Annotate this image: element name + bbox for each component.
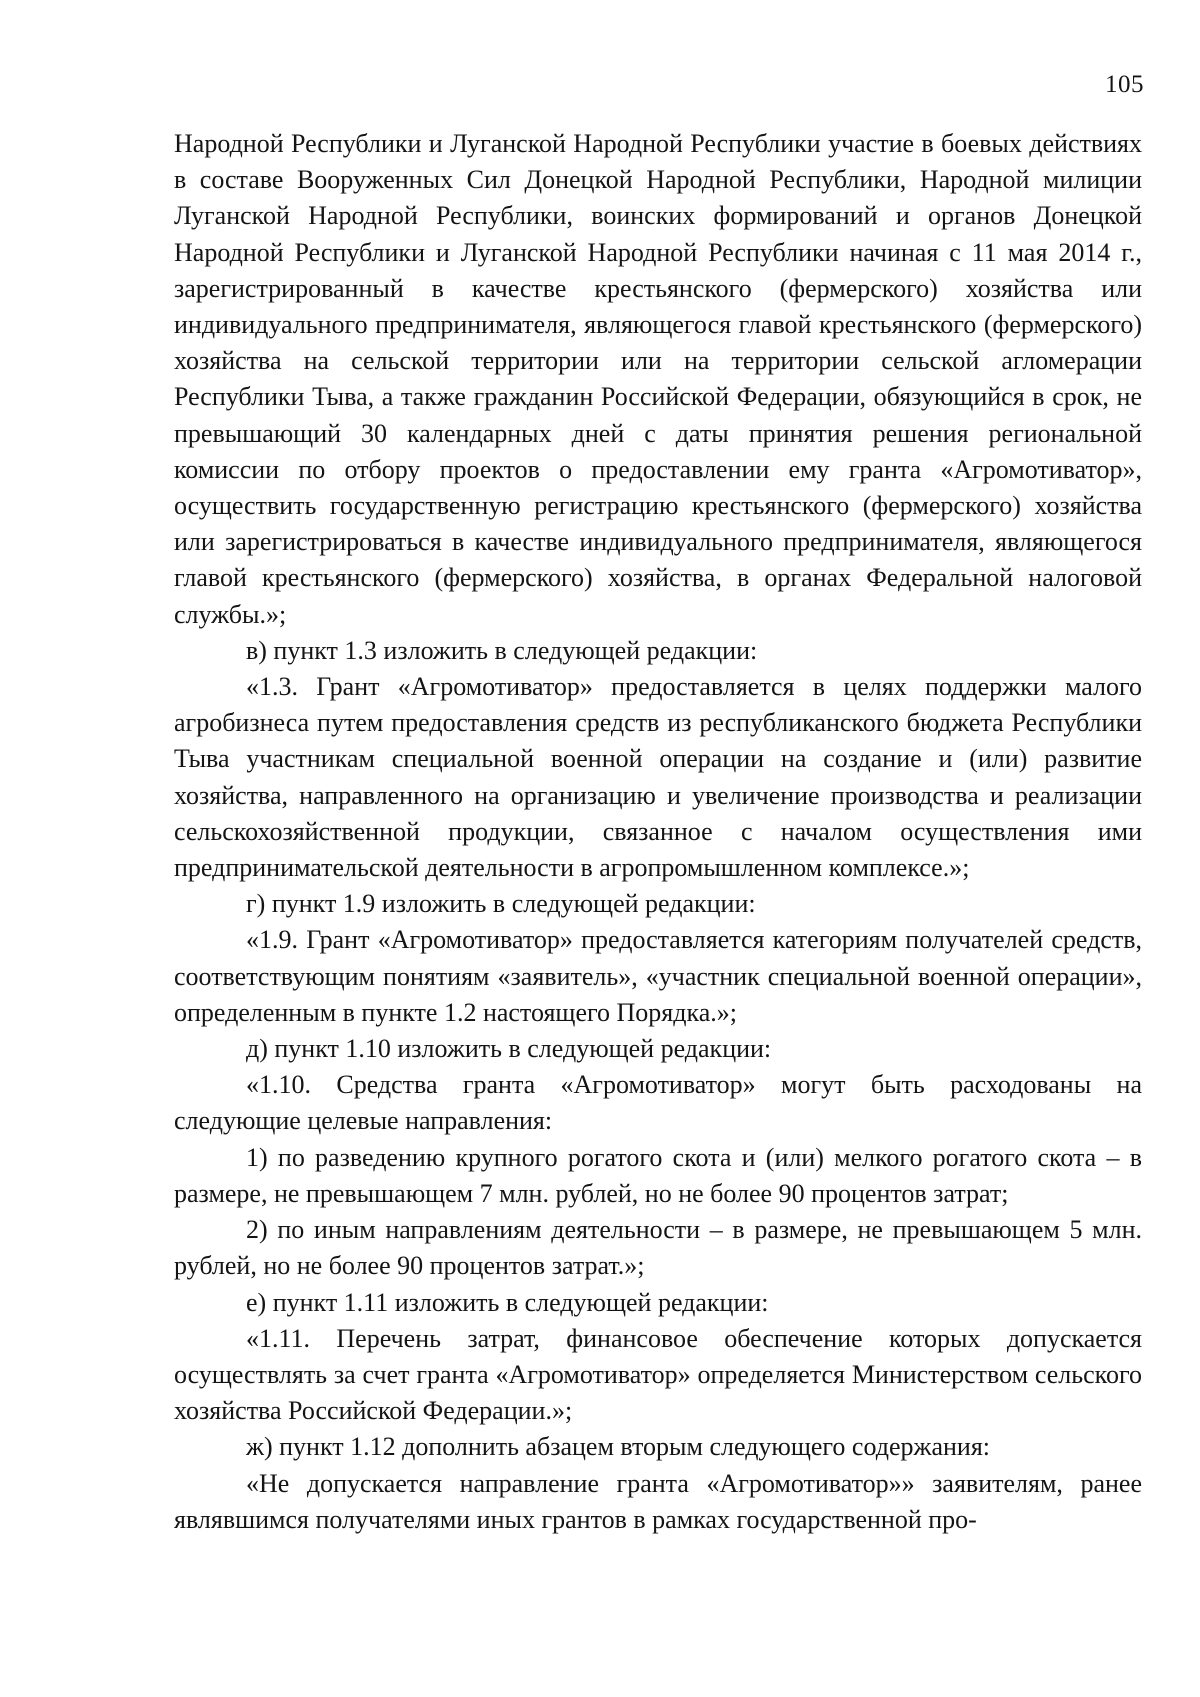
paragraph-10: е) пункт 1.11 изложить в следующей редакции: — [246, 1287, 769, 1317]
paragraph-9: 2) по иным направлениям деятельности – в размере, не превышающем 5 млн. рублей, но не более 90 процентов затрат.»; — [174, 1215, 1142, 1281]
paragraph-3: «1.3. Грант «Агромотиватор» предоставляется в целях поддержки малого агробизнеса путем предоставления средств из республиканского бюджета Республики Тыва участникам специальной военной операции на создание и (или) развитие хозяйства, направленного на организацию и увеличение производства и реализации сельскохозяйственной продукции, связанное с началом осуществления ими предпринимательской деятельности в агропромышленном комплексе.»; — [174, 672, 1142, 883]
paragraph-2: в) пункт 1.3 изложить в следующей редакции: — [246, 635, 758, 665]
paragraph-11: «1.11. Перечень затрат, финансовое обеспечение которых допускается осуществлять за счет гранта «Агромотиватор» определяется Министерством сельского хозяйства Российской Федерации.»; — [174, 1323, 1142, 1426]
paragraph-5: «1.9. Грант «Агромотиватор» предоставляется категориям получателей средств, соответствующим понятиям «заявитель», «участник специальной военной операции», определенным в пункте 1.2 настоящего Порядка.»; — [174, 925, 1142, 1027]
document-body — [174, 126, 1142, 1538]
paragraph-1: Народной Республики и Луганской Народной Республики участие в боевых действиях в составе Вооруженных Сил Донецкой Народной Республики, Народной милиции Луганской Народной Республики, воинских формирований и органов Донецкой Народной Республики и Луганской Народной Республики начиная с 11 мая 2014 г., зарегистрированный в качестве крестьянского (фермерского) хозяйства или индивидуального предпринимателя, являющегося главой крестьянского (фермерского) хозяйства на сельской территории или на территории сельской агломерации Республики Тыва, а также гражданин Российской Федерации, обязующийся в срок, не превышающий 30 календарных дней с даты принятия решения региональной комиссии по отбору проектов о предоставлении ему гранта «Агромотиватор», осуществить государственную регистрацию крестьянского (фермерского) хозяйства или зарегистрироваться в качестве индивидуального предпринимателя, являющегося главой крестьянского (фермерского) хозяйства, в органах Федеральной налоговой службы.»; — [174, 129, 1142, 629]
page-number: 105 — [1105, 71, 1144, 98]
paragraph-8: 1) по разведению крупного рогатого скота и (или) мелкого рогатого скота – в размере, не превышающем 7 млн. рублей, но не более 90 процентов затрат; — [174, 1142, 1142, 1208]
paragraph-4: г) пункт 1.9 изложить в следующей редакции: — [246, 889, 756, 919]
paragraph-12: ж) пункт 1.12 дополнить абзацем вторым следующего содержания: — [246, 1432, 990, 1462]
paragraph-7: «1.10. Средства гранта «Агромотиватор» могут быть расходованы на следующие целевые направления: — [174, 1070, 1142, 1136]
paragraph-13: «Не допускается направление гранта «Агромотиватор»» заявителям, ранее являвшимся получателями иных грантов в рамках государственной про- — [174, 1468, 1142, 1534]
paragraph-6: д) пункт 1.10 изложить в следующей редакции: — [246, 1034, 772, 1064]
